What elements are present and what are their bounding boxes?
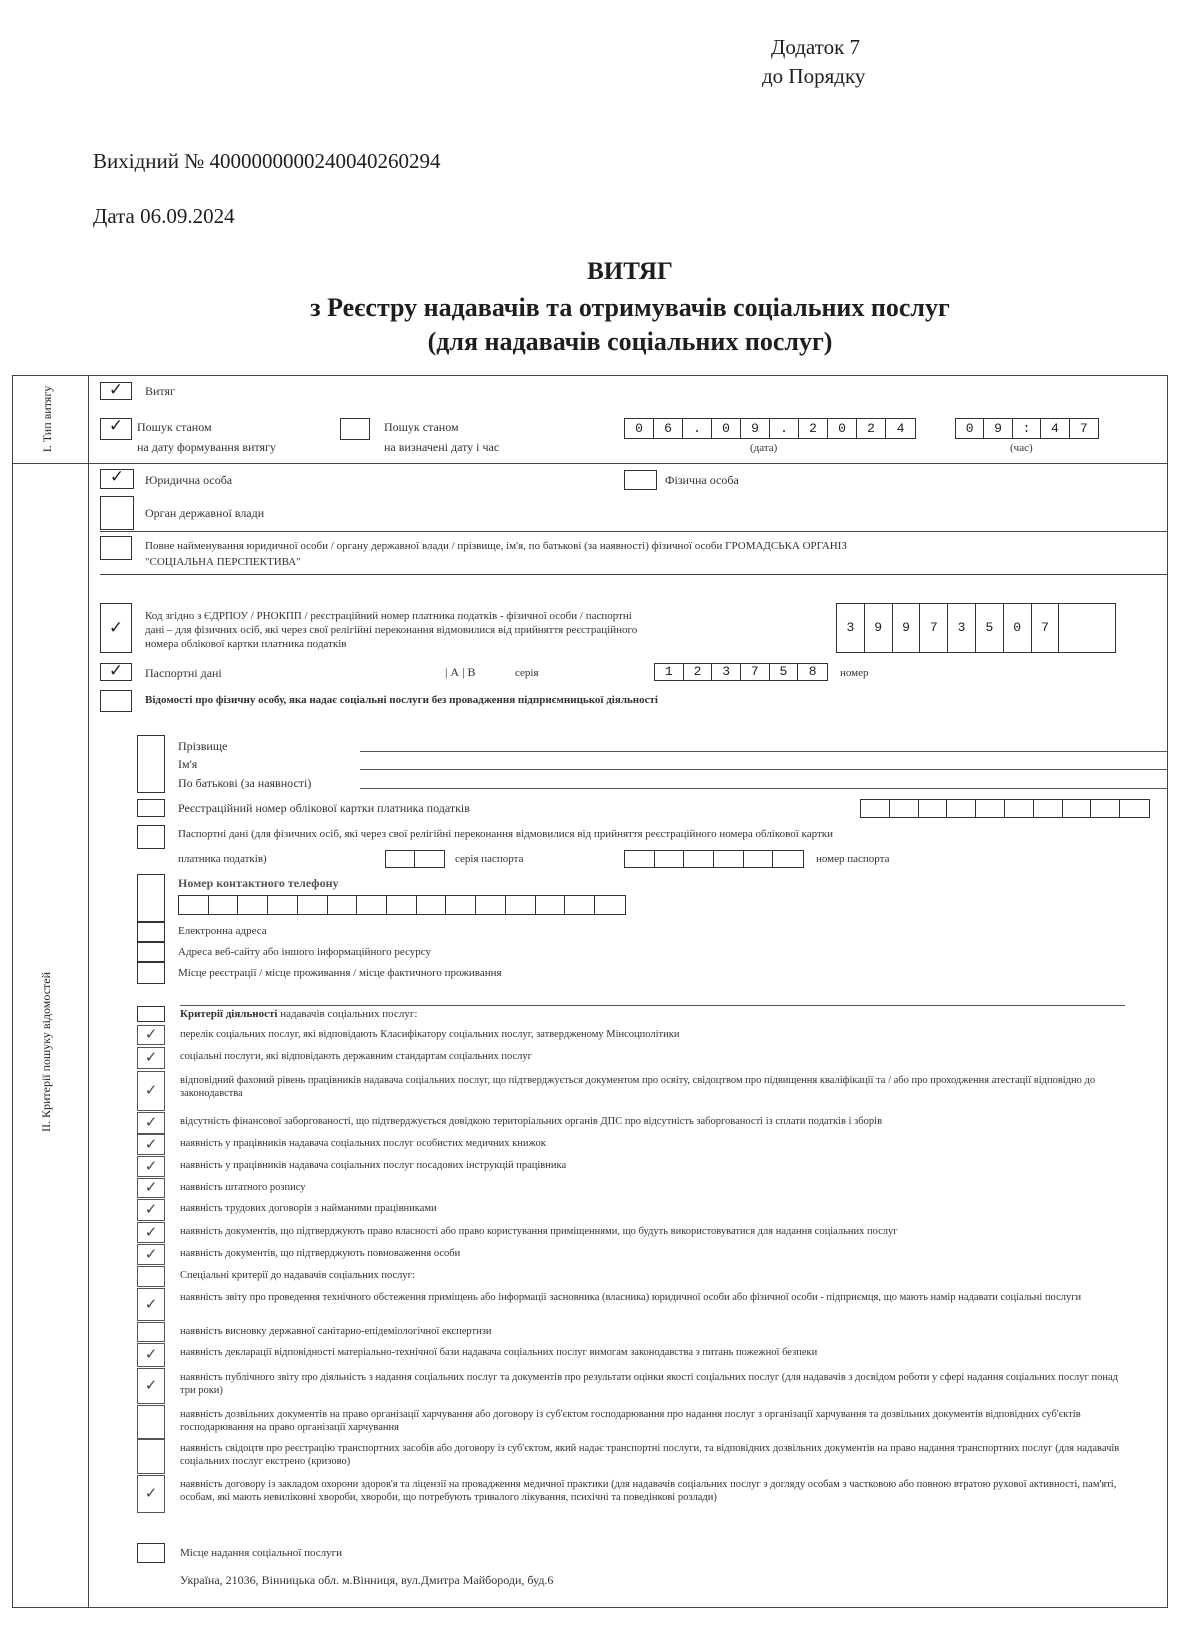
- digit-cell: [890, 800, 919, 817]
- digit-cell: 4: [1041, 419, 1069, 438]
- digit-cell: 8: [808, 664, 817, 679]
- registration-label: Місце реєстрації / місце проживання / місце фактичного проживання: [178, 967, 502, 979]
- digit-cell: [1120, 800, 1149, 817]
- criteria-text: наявність договору із закладом охорони здоров'я та ліцензії на провадження медичної практики (для надавачів соціальних послуг з догляду особам з частковою або повною втратою рухової активності, пам'яті, особам, які мають невиліковні хвороби, хвороби, що потребують тривалого лікування, психічні та поведінкові розлади): [180, 1479, 1117, 1503]
- digit-cell: 2: [857, 419, 886, 438]
- legal-entity-label: Юридична особа: [145, 473, 233, 487]
- digit-cell: [565, 896, 595, 914]
- digit-cell: [861, 800, 890, 817]
- document-date: Дата 06.09.2024: [93, 204, 235, 228]
- digit-cell: 0: [712, 419, 741, 438]
- criteria-text: соціальні послуги, які відповідають державним стандартам соціальних послуг: [180, 1051, 532, 1062]
- digit-cell: [947, 800, 976, 817]
- criteria-head-checkbox[interactable]: [137, 1006, 165, 1022]
- date-field[interactable]: [624, 418, 916, 439]
- digit-cell: [773, 851, 803, 867]
- search-date-label-1: Пошук станом: [384, 420, 459, 434]
- code-line-2: дані – для фізичних осіб, які через свої релігійні переконання відмовилися від прийняття реєстраційного: [145, 624, 638, 636]
- patronymic-line[interactable]: [360, 788, 1168, 789]
- registration-checkbox[interactable]: [137, 962, 165, 984]
- digit-cell: [209, 896, 239, 914]
- digit-cell: 9: [984, 419, 1012, 438]
- digit-cell: [976, 800, 1005, 817]
- digit-cell: 0: [828, 419, 857, 438]
- digit-cell: 6: [654, 419, 683, 438]
- divider: [100, 574, 1168, 575]
- code-line-3: номера облікової картки платника податків: [145, 638, 347, 650]
- criteria-head-bold: Критерії діяльності: [180, 1008, 278, 1020]
- digit-cell: [298, 896, 328, 914]
- service-place-label: Місце надання соціальної послуги: [180, 1547, 343, 1559]
- digit-cell: 2: [799, 419, 828, 438]
- check-icon: ✓: [144, 1136, 158, 1153]
- digit-cell: [655, 851, 685, 867]
- digit-cell: 4: [896, 421, 905, 436]
- name-line[interactable]: [360, 769, 1168, 770]
- passport-series-label: серія паспорта: [455, 853, 524, 865]
- passport-label: Паспортні дані: [145, 666, 222, 680]
- criteria-text: наявність документів, що підтверджують право власності або право користування приміщеннями, що будуть використовуватися для надання соціальних послуг: [180, 1226, 898, 1237]
- digit-cell: 2: [684, 664, 713, 680]
- passport-checkbox[interactable]: ✓: [100, 663, 132, 681]
- time-caption: (час): [1010, 442, 1033, 454]
- section1-label: І. Тип витягу: [40, 385, 54, 453]
- website-label: Адреса веб-сайту або іншого інформаційного ресурсу: [178, 946, 431, 958]
- person-no-business-label: Відомості про фізичну особу, яка надає соціальні послуги без провадження підприємницької діяльності: [145, 694, 658, 706]
- website-checkbox[interactable]: [137, 942, 165, 962]
- check-icon: ✓: [144, 1202, 158, 1218]
- digit-cell: 9: [865, 604, 893, 652]
- digit-cell: [919, 800, 948, 817]
- title-registry: з Реєстру надавачів та отримувачів соціальних послуг: [310, 293, 950, 322]
- criteria-text: відсутність фінансової заборгованості, що підтверджується довідкою територіальних органів ДПС про відсутність заборгованості із сплати податків і зборів: [180, 1116, 883, 1127]
- passport-long-label: Паспортні дані (для фізичних осіб, які через свої релігійні переконання відмовилися від прийняття реєстраційного номера облікової картки: [178, 828, 834, 840]
- digit-cell: 7: [741, 664, 770, 680]
- digit-cell: 3: [948, 604, 976, 652]
- criteria-text: наявність трудових договорів з найманими працівниками: [180, 1203, 437, 1214]
- label-column-divider: [88, 375, 89, 1608]
- check-icon: ✓: [144, 1158, 158, 1175]
- digit-cell: .: [683, 419, 712, 438]
- criteria-checkbox[interactable]: [137, 1405, 165, 1439]
- digit-cell: [714, 851, 744, 867]
- date-caption: (дата): [750, 442, 778, 454]
- title-subtitle: (для надавачів соціальних послуг): [427, 327, 833, 356]
- criteria-text: наявність публічного звіту про діяльність з надання соціальних послуг та документів про результати оцінки якості соціальних послуг (для надавачів з досвідом роботи у сфері надання соціальних послуг понад три роки): [180, 1372, 1118, 1396]
- digit-cell: [386, 851, 415, 867]
- digit-cell: :: [1013, 419, 1041, 438]
- digit-cell: [1005, 800, 1034, 817]
- number-caption: номер: [840, 667, 869, 679]
- criteria-text: наявність звіту про проведення технічного обстеження приміщень або інформації засновника (власника) юридичної особи або фізичної особи - підприємця, що мають намір надавати соціальні послуги: [180, 1292, 1082, 1303]
- tax-number-label: Реєстраційний номер облікової картки платника податків: [178, 801, 470, 815]
- digit-cell: [536, 896, 566, 914]
- passport-series-field[interactable]: [385, 850, 445, 868]
- digit-cell: 3: [712, 664, 741, 680]
- time-field[interactable]: [955, 418, 1099, 439]
- phone-field[interactable]: [178, 895, 626, 915]
- criteria-checkbox[interactable]: [137, 1439, 165, 1474]
- code-line-1: Код згідно з ЄДРПОУ / РНОКПП / реєстраційний номер платника податків - фізичної особи / паспортні: [145, 610, 632, 622]
- criteria-text: Спеціальні критерії до надавачів соціальних послуг:: [180, 1270, 415, 1281]
- criteria-text: наявність свідоцтв про реєстрацію транспортних засобів або договору із суб'єктом, який надає транспортні послуги, та відповідних дозвільних документів на право надання транспортних послуг (для надавачів соціальних послуг екстрено (кризово): [180, 1443, 1120, 1467]
- check-icon: ✓: [144, 1246, 158, 1263]
- check-icon: ✓: [144, 1115, 158, 1131]
- digit-cell: 5: [976, 604, 1004, 652]
- full-name-line-2: "СОЦІАЛЬНА ПЕРСПЕКТИВА": [145, 556, 301, 568]
- section-divider: [12, 463, 1168, 464]
- extract-label: Витяг: [145, 384, 175, 398]
- criteria-head: [180, 1008, 417, 1021]
- digit-cell: [387, 896, 417, 914]
- digit-cell: [625, 851, 655, 867]
- check-icon: ✓: [144, 1347, 158, 1363]
- criteria-text: наявність висновку державної санітарно-епідеміологічної експертизи: [180, 1326, 492, 1337]
- digit-cell: 3: [837, 604, 865, 652]
- search-date-label-2: на визначені дату і час: [384, 440, 500, 454]
- digit-cell: [595, 896, 625, 914]
- digit-cell: [179, 896, 209, 914]
- annex-line-2: до Порядку: [762, 64, 866, 88]
- state-body-checkbox[interactable]: [100, 496, 134, 530]
- section2-label: ІІ. Критерії пошуку відомостей: [39, 971, 53, 1133]
- check-icon: ✓: [144, 1083, 158, 1099]
- code-checkbox[interactable]: ✓: [100, 603, 132, 653]
- passport-number-field-2[interactable]: [624, 850, 804, 868]
- digit-cell: [357, 896, 387, 914]
- criteria-head-rest: надавачів соціальних послуг:: [280, 1008, 418, 1020]
- digit-cell: 0: [956, 419, 984, 438]
- digit-cell: [476, 896, 506, 914]
- criteria-text: наявність у працівників надавача соціальних послуг особистих медичних книжок: [180, 1138, 546, 1149]
- phone-checkbox[interactable]: [137, 874, 165, 922]
- service-address: Україна, 21036, Вінницька обл. м.Вінниця, вул.Дмитра Майбороди, буд.6: [180, 1573, 554, 1587]
- name-label: Ім'я: [178, 757, 198, 771]
- outgoing-number: Вихідний № 4000000000240040260294: [93, 149, 441, 173]
- extract-checkbox[interactable]: ✓: [100, 382, 132, 400]
- search-now-label-2: на дату формування витягу: [137, 440, 276, 454]
- digit-cell: [684, 851, 714, 867]
- digit-cell: 7: [920, 604, 948, 652]
- email-label: Електронна адреса: [178, 925, 267, 937]
- criteria-top-line: [180, 1005, 1125, 1006]
- criteria-text: перелік соціальних послуг, які відповідають Класифікатору соціальних послуг, затвердженому Мінсоцполітики: [180, 1029, 680, 1040]
- surname-label: Прізвище: [178, 739, 228, 753]
- digit-cell: [238, 896, 268, 914]
- digit-cell: [268, 896, 298, 914]
- digit-cell: 7: [1032, 604, 1060, 652]
- code-field[interactable]: [836, 603, 1116, 653]
- check-icon: ✓: [144, 1224, 158, 1241]
- check-icon: ✓: [144, 1027, 158, 1043]
- passport-number-field[interactable]: [654, 663, 828, 681]
- full-name-checkbox[interactable]: [100, 536, 132, 560]
- digit-cell: 9: [741, 419, 770, 438]
- patronymic-label: По батькові (за наявності): [178, 776, 312, 790]
- check-icon: ✓: [144, 1050, 158, 1066]
- digit-cell: [446, 896, 476, 914]
- check-icon: ✓: [144, 1378, 158, 1394]
- state-body-label: Орган державної влади: [145, 506, 265, 520]
- search-date-checkbox[interactable]: [340, 418, 370, 440]
- digit-cell: [744, 851, 774, 867]
- surname-line[interactable]: [360, 751, 1168, 752]
- criteria-text: наявність штатного розпису: [180, 1182, 306, 1193]
- digit-cell: [328, 896, 358, 914]
- digit-cell: [1063, 800, 1092, 817]
- email-checkbox[interactable]: [137, 922, 165, 942]
- passport-number-label: номер паспорта: [816, 853, 890, 865]
- digit-cell: .: [770, 419, 799, 438]
- digit-cell: [1034, 800, 1063, 817]
- criteria-checkbox[interactable]: [137, 1322, 165, 1342]
- taxpayer-label: платника податків): [178, 853, 267, 865]
- search-now-label-1: Пошук станом: [137, 420, 212, 434]
- digit-cell: 9: [893, 604, 921, 652]
- digit-cell: [506, 896, 536, 914]
- passport-long-checkbox[interactable]: [137, 825, 165, 849]
- criteria-checkbox[interactable]: [137, 1266, 165, 1287]
- criteria-text: наявність документів, що підтверджують повноваження особи: [180, 1248, 461, 1259]
- digit-cell: 0: [1004, 604, 1032, 652]
- passport-series-letters: | А | В: [445, 665, 476, 679]
- title-extract: ВИТЯГ: [587, 258, 673, 285]
- criteria-text: відповідний фаховий рівень працівників надавача соціальних послуг, що підтверджується документом про освіту, свідоцтвом про підвищення кваліфікації та / або про проходження атестації відповідно до законодавства: [180, 1075, 1096, 1099]
- person-no-business-checkbox[interactable]: [100, 690, 132, 712]
- full-name-line-1: Повне найменування юридичної особи / органу державної влади / прізвище, ім'я, по батькові (за наявності) фізичної особи ГРОМАДСЬКА ОРГАНІЗ: [145, 540, 847, 552]
- series-caption: серія: [515, 667, 539, 679]
- natural-person-label: Фізична особа: [665, 473, 739, 487]
- digit-cell: 0: [625, 419, 654, 438]
- divider: [100, 531, 1168, 532]
- personal-name-checkbox[interactable]: [137, 735, 165, 793]
- check-icon: ✓: [144, 1486, 158, 1502]
- search-now-checkbox[interactable]: ✓: [100, 418, 132, 440]
- natural-person-checkbox[interactable]: [624, 470, 657, 490]
- tax-number-checkbox[interactable]: [137, 799, 165, 817]
- phone-label: Номер контактного телефону: [178, 876, 339, 890]
- digit-cell: [415, 851, 444, 867]
- service-place-checkbox[interactable]: [137, 1543, 165, 1563]
- digit-cell: 5: [770, 664, 799, 680]
- criteria-text: наявність дозвільних документів на право організації харчування або договору із суб'єктом господарювання про надання послуг з організації харчування та дозвільних документів відповідних суб'єктів господарювання на право організації харчування: [180, 1409, 1081, 1433]
- digit-cell: 1: [655, 664, 684, 680]
- digit-cell: [1091, 800, 1120, 817]
- legal-entity-checkbox[interactable]: ✓: [100, 469, 134, 489]
- annex-line-1: Додаток 7: [771, 35, 861, 59]
- check-icon: ✓: [144, 1296, 158, 1313]
- digit-cell: [417, 896, 447, 914]
- criteria-text: наявність у працівників надавача соціальних послуг посадових інструкцій працівника: [180, 1160, 567, 1171]
- criteria-text: наявність декларації відповідності матеріально-технічної бази надавача соціальних послуг вимогам законодавства з питань пожежної безпеки: [180, 1347, 818, 1358]
- tax-number-field[interactable]: [860, 799, 1150, 818]
- check-icon: ✓: [144, 1180, 158, 1196]
- digit-cell: 7: [1079, 421, 1088, 436]
